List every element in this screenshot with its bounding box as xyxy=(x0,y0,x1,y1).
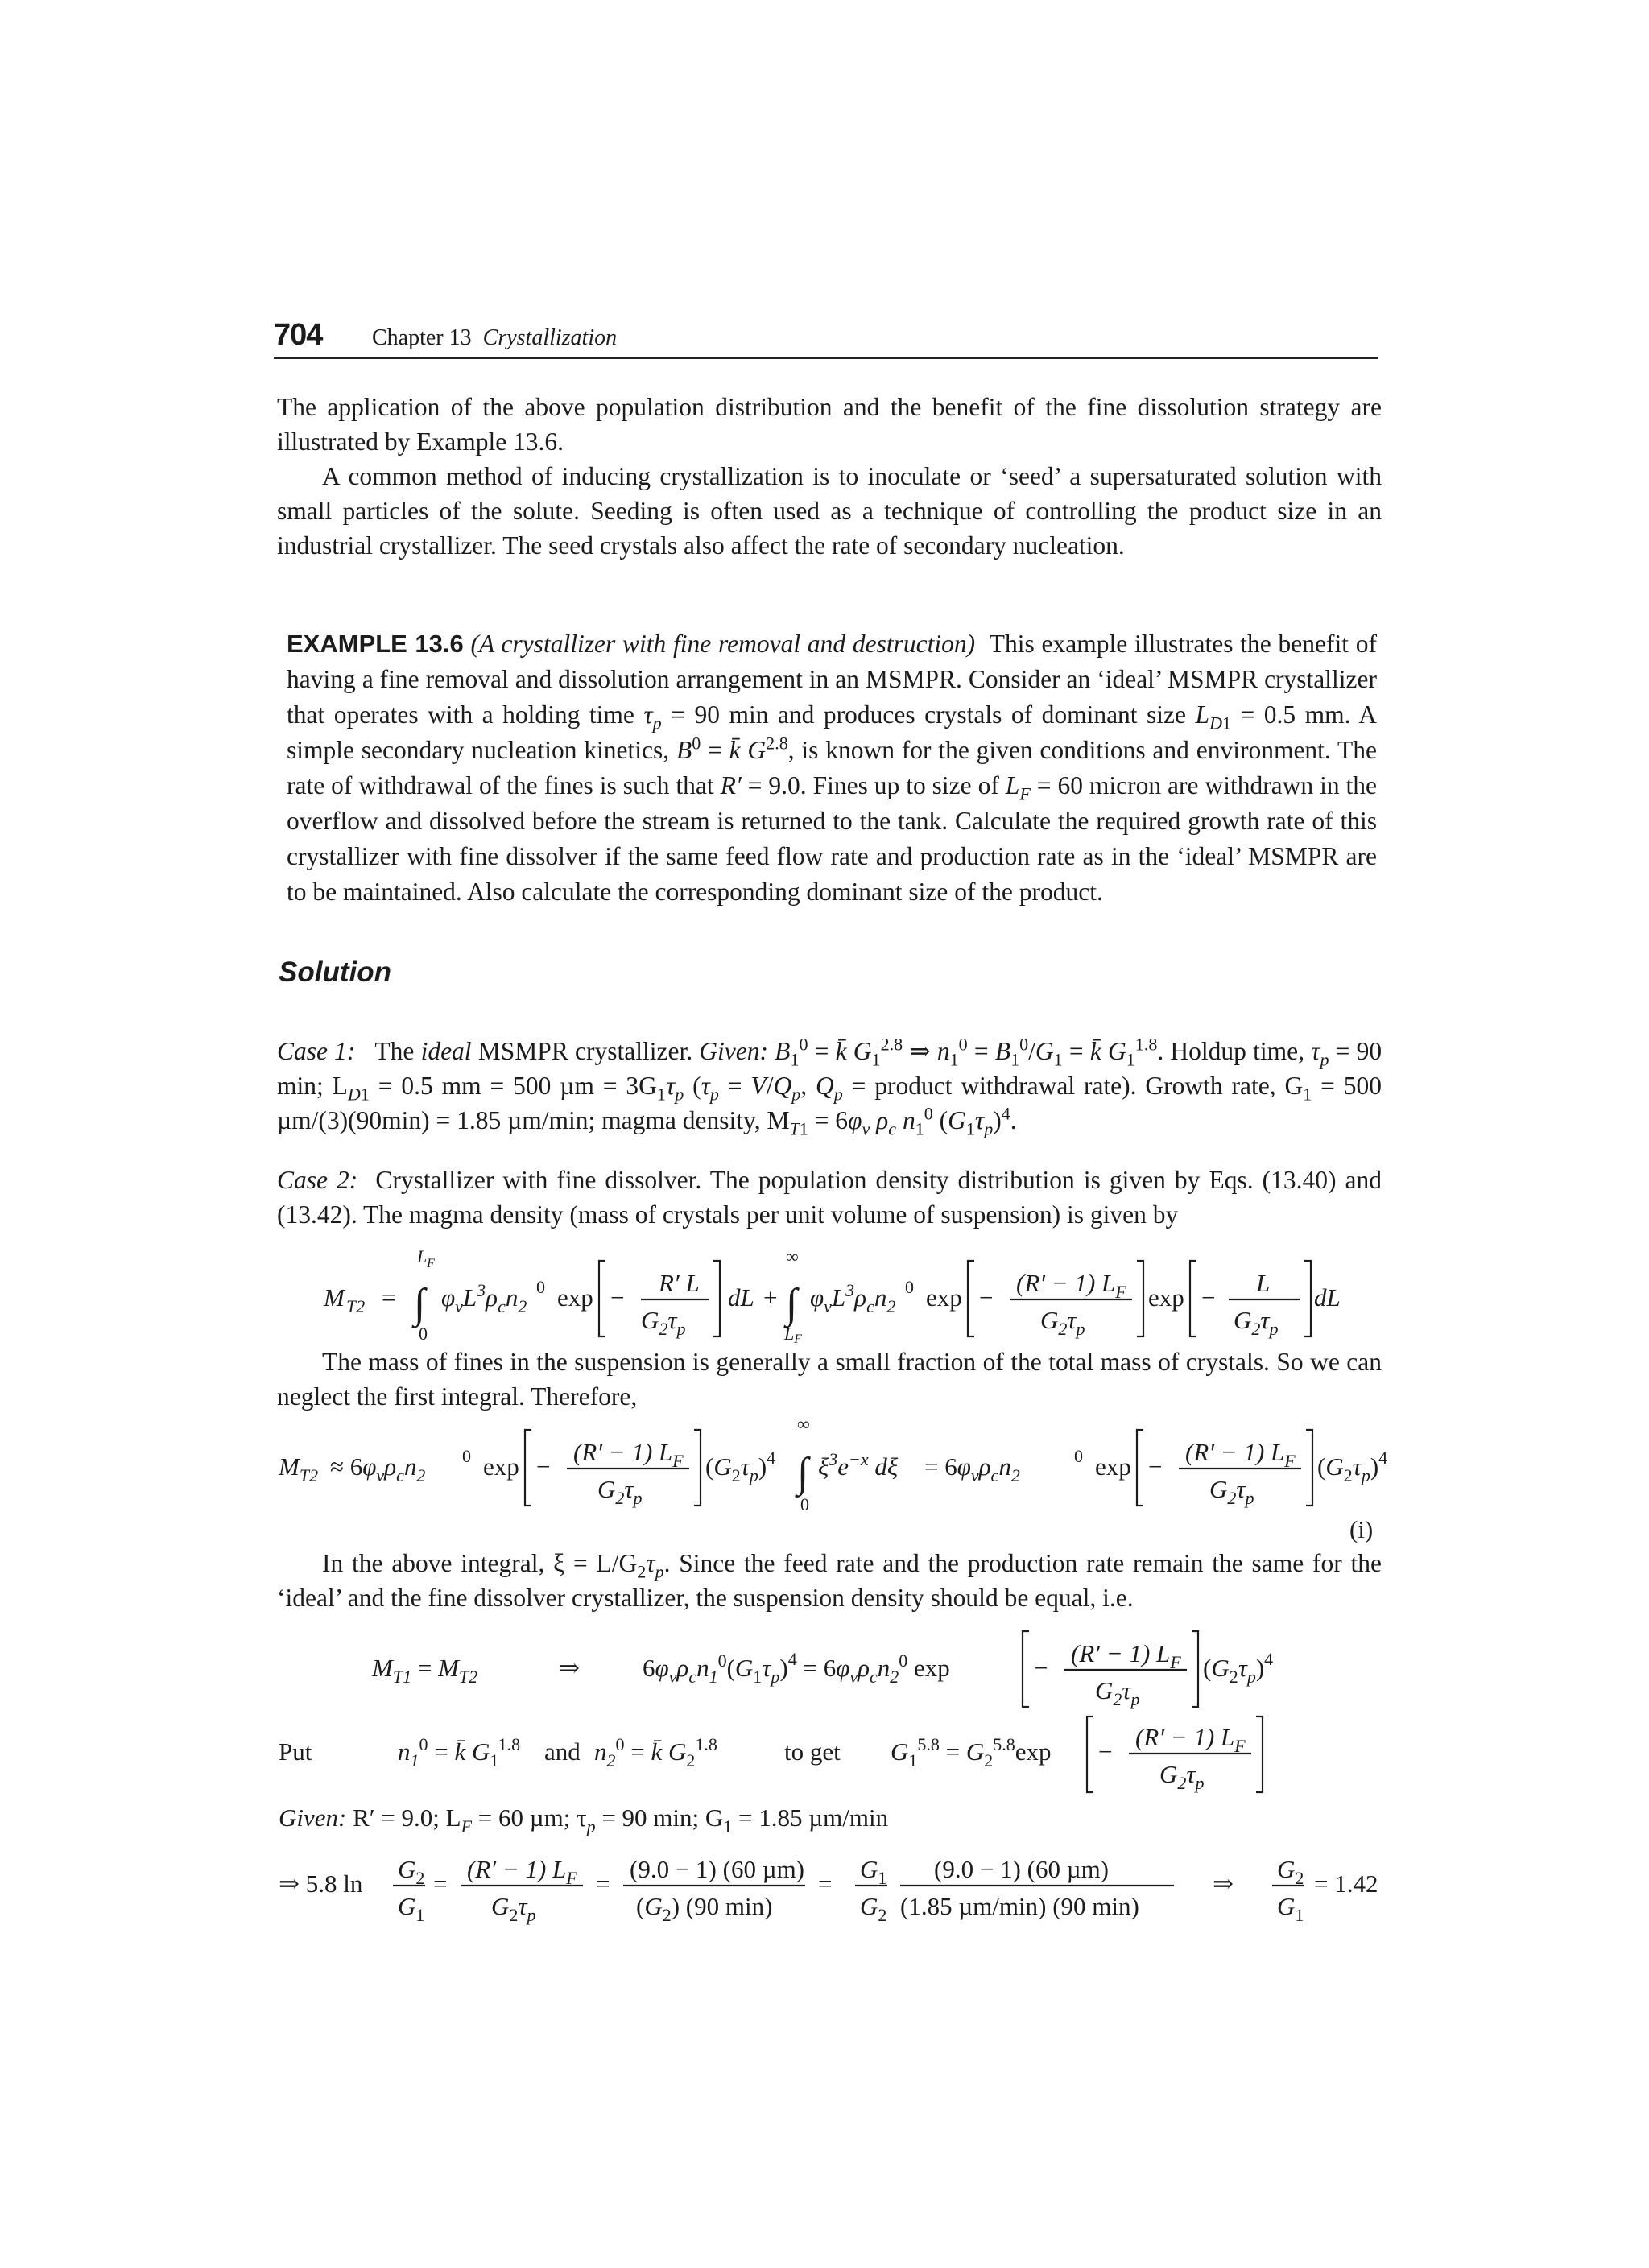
svg-text:(R′ − 1) LF: (R′ − 1) $L_F$ xyxy=(1185,1438,1296,1471)
svg-text:=: = xyxy=(433,1869,448,1898)
svg-text:G2: $G_2$ xyxy=(860,1892,887,1925)
svg-text:≈ 6φvρcn2: ≈ $6\varphi_v\rho_cn_2$ xyxy=(330,1452,426,1485)
svg-text:Given: R′ = 9.0; LF = 60 µm; τ: Given: R′ = 9.0; $L_F = 60$ µm; $\tau_p = 90$ min; $G_1 = 1.85$ µm/min xyxy=(279,1803,889,1836)
svg-text:−: − xyxy=(979,1283,994,1312)
svg-text:dL: dL xyxy=(728,1283,754,1312)
svg-text:exp: exp xyxy=(1148,1283,1184,1312)
svg-text:−: − xyxy=(1201,1283,1216,1312)
svg-text:G1: $G_1$ xyxy=(398,1892,425,1925)
svg-text:n10 = k̄ G11.8: $n_1^0$ = k̄ $G_1^{1.8}$ xyxy=(398,1734,521,1770)
svg-text:∞: ∞ xyxy=(797,1414,810,1434)
svg-text:−: − xyxy=(610,1283,625,1312)
svg-text:∫: ∫ xyxy=(786,1281,798,1327)
solution-heading: Solution xyxy=(279,956,391,988)
intro-paragraph-1: The application of the above population distribution and the benefit of the fine dissolution strategy are illustrated by Example 13.6. xyxy=(277,393,1382,456)
svg-text:=: = xyxy=(818,1869,833,1898)
svg-text:G2τp: $G_2\tau_p$ xyxy=(1209,1475,1254,1508)
svg-text:∫: ∫ xyxy=(797,1450,809,1496)
svg-text:0: 0 xyxy=(800,1494,809,1514)
svg-text:G15.8 = G25.8exp: $G_1^{5.8} = G_2^{5.8}\exp$ xyxy=(891,1734,1052,1770)
svg-text:ξ3e−x dξ: $\xi^3e^{-x}$ dξ xyxy=(818,1449,899,1481)
svg-text:φvL3ρcn2: $\varphi_vL^3\rho_cn_2$ xyxy=(441,1280,527,1316)
integral-paragraph: In the above integral, $\xi = L/G_2\tau_p$. Since the feed rate and the production rate remain the same for the ‘ideal’ and the fine dissolver crystallizer, the suspension density should be equal, i.e. xyxy=(277,1549,1382,1612)
example-13-6: EXAMPLE 13.6 (A crystallizer with fine removal and destruction) This example illustrates the benefit of having a fine removal and dissolution arrangement in an MSMPR. Consider an ‘ideal’ MSMPR crystallizer that operates with a holding time $\tau_p = 90$ min and produces crystals of dominant size $L_{D1} = 0.5$ mm. A simple secondary nucleation kinetics, $B^0$ = k̄ $G^{2.8}$, is known for the given conditions and environment. The rate of withdrawal of the fines is such that R′ = 9.0. Fines up to size of $L_F = 60$ micron are withdrawn in the overflow and dissolved before the stream is returned to the tank. Calculate the required growth rate of this crystallizer with fine dissolver if the same feed flow rate and production rate as in the ‘ideal’ MSMPR are to be maintained. Also calculate the corresponding dominant size of the product. xyxy=(287,630,1378,906)
svg-text:(G2τp)4: $(G_2\tau_p)^4$ xyxy=(705,1448,776,1485)
svg-text:G1: $G_1$ xyxy=(860,1855,887,1888)
svg-text:Put: Put xyxy=(279,1737,312,1766)
example-text-2: = 90 min and produces crystals of dominant size xyxy=(671,700,1187,729)
svg-text:G2τp: $G_2\tau_p$ xyxy=(491,1892,536,1925)
svg-text:F: F xyxy=(427,1257,435,1270)
svg-text:0: 0 xyxy=(1074,1446,1083,1466)
svg-text:0: 0 xyxy=(419,1324,428,1344)
example-subtitle: (A crystallizer with fine removal and destruction) xyxy=(470,630,976,658)
svg-text:(9.0 − 1) (60 µm): (9.0 − 1) (60 µm) xyxy=(630,1855,804,1883)
fines-paragraph: The mass of fines in the suspension is generally a small fraction of the total mass of crystals. So we can neglect the first integral. Therefore, xyxy=(277,1348,1382,1411)
final-result: = 1.42 xyxy=(1314,1869,1378,1898)
equation-label: (i) xyxy=(1349,1515,1374,1543)
svg-text:∫: ∫ xyxy=(414,1281,426,1327)
svg-text:R′ L: R′ L xyxy=(659,1269,700,1297)
svg-text:G1: $G_1$ xyxy=(1277,1892,1304,1925)
svg-text:0: 0 xyxy=(905,1277,914,1297)
svg-text:⇒: ⇒ xyxy=(559,1654,580,1682)
svg-text:dL: dL xyxy=(1314,1283,1341,1312)
svg-text:to get: to get xyxy=(784,1737,841,1766)
svg-text:G2: $G_2$ xyxy=(1277,1855,1304,1888)
equation-mt2-integral xyxy=(323,1246,1341,1346)
example-text-6: = 60 micron are withdrawn in the overflow and dissolved before the stream is returned to the tank. Calculate the required growth rate of this crystallizer with fine dissolver if the same feed flow rate and production rate as in the ‘ideal’ MSMPR are to be maintained. Also calculate the corresponding dominant size of the product. xyxy=(287,771,1378,906)
svg-text:G2τp: $G_2\tau_p$ xyxy=(597,1475,643,1508)
svg-text:G2: $G_2$ xyxy=(398,1855,425,1888)
svg-text:(1.85 µm/min) (90 min): (1.85 µm/min) (90 min) xyxy=(900,1892,1139,1920)
svg-text:−: − xyxy=(536,1452,551,1481)
svg-text:G2τp: $G_2\tau_p$ xyxy=(641,1306,686,1339)
svg-text:(G2τp)4: $(G_2\tau_p)^4$ xyxy=(1317,1448,1388,1485)
svg-text:(G2τp)4: $(G_2\tau_p)^4$ xyxy=(1203,1649,1274,1687)
svg-text:L: L xyxy=(1256,1269,1271,1297)
svg-text:M: M xyxy=(324,1283,345,1312)
svg-text:(R′ − 1) LF: (R′ − 1) $L_F$ xyxy=(1016,1269,1126,1302)
case-2: Case 2: Crystallizer with fine dissolver. The population density distribution is given by Eqs. (13.40) and (13.42). The magma density (mass of crystals per unit volume of suspension) is given by xyxy=(277,1166,1382,1229)
chapter-title: Crystallization xyxy=(482,325,618,350)
svg-text:= 6φvρcn2: = $6\varphi_v\rho_cn_2$ xyxy=(924,1452,1020,1485)
svg-text:(G2) (90 min): $(G_2)$ (90 min) xyxy=(636,1892,773,1925)
given-line xyxy=(279,1803,889,1836)
chapter-number: Chapter 13 xyxy=(372,325,472,350)
svg-text:⇒: ⇒ xyxy=(1213,1869,1234,1898)
svg-text:−: − xyxy=(1098,1737,1113,1766)
svg-text:−: − xyxy=(1034,1654,1048,1682)
svg-text:+: + xyxy=(763,1283,778,1312)
svg-text:=: = xyxy=(382,1283,396,1312)
svg-text:exp: exp xyxy=(483,1452,519,1481)
svg-text:G2τp: $G_2\tau_p$ xyxy=(1159,1760,1205,1793)
case-1-label: Case 1: xyxy=(277,1036,356,1065)
svg-text:n20 = k̄ G21.8: $n_2^0$ = k̄ $G_2^{1.8}$ xyxy=(594,1734,717,1770)
example-text-4: , is known for the given conditions and environment. The rate of withdrawal of the fines is such that xyxy=(287,736,1378,799)
svg-text:G2τp: $G_2\tau_p$ xyxy=(1095,1676,1140,1709)
svg-text:(R′ − 1) LF: (R′ − 1) $L_F$ xyxy=(467,1855,577,1888)
svg-text:L: L xyxy=(417,1246,428,1266)
equation-final xyxy=(279,1855,1378,1925)
svg-text:(R′ − 1) LF: (R′ − 1) $L_F$ xyxy=(1135,1723,1246,1756)
svg-text:0: 0 xyxy=(462,1446,471,1466)
svg-text:(9.0 − 1) (60 µm): (9.0 − 1) (60 µm) xyxy=(934,1855,1109,1883)
equation-mt2-approx xyxy=(278,1414,1387,1543)
svg-text:∞: ∞ xyxy=(786,1246,799,1266)
case-2-label: Case 2: xyxy=(277,1166,358,1194)
svg-text:⇒ 5.8 ln: ⇒ 5.8 ln xyxy=(279,1869,363,1898)
svg-text:(R′ − 1) LF: (R′ − 1) $L_F$ xyxy=(573,1438,684,1471)
svg-text:MT1 = MT2: $M_{T1} = M_{T2}$ xyxy=(372,1654,478,1687)
equation-put xyxy=(279,1716,1263,1793)
page-number: 704 xyxy=(274,318,323,352)
svg-text:φvL3ρcn2: $\varphi_vL^3\rho_cn_2$ xyxy=(810,1280,896,1316)
svg-text:6φvρcn10(G1τp)4 = 6φvρcn20 exp: $6\varphi_v\rho_cn_1^0(G_1\tau_p)^4 = 6\varphi_v\rho_cn_2^0$ exp xyxy=(643,1649,950,1687)
svg-text:exp: exp xyxy=(1095,1452,1131,1481)
example-label: EXAMPLE 13.6 xyxy=(287,630,464,658)
svg-text:exp: exp xyxy=(926,1283,962,1312)
intro-paragraph-2: A common method of inducing crystallization is to inoculate or ‘seed’ a supersaturated solution with small particles of the solute. Seeding is often used as a technique of controlling the product size in an industrial crystallizer. The seed crystals also affect the rate of secondary nucleation. xyxy=(277,462,1382,560)
svg-text:MT2: $M_{T2}$ xyxy=(279,1452,319,1485)
svg-text:(R′ − 1) LF: (R′ − 1) $L_F$ xyxy=(1071,1639,1181,1672)
svg-text:and: and xyxy=(544,1737,581,1766)
svg-text:=: = xyxy=(596,1869,610,1898)
example-text-3: = 0.5 mm. A simple secondary nucleation kinetics, xyxy=(287,700,1378,764)
equation-mt1-equals-mt2 xyxy=(371,1631,1273,1709)
svg-text:0: 0 xyxy=(536,1277,545,1297)
example-text-5: = 9.0. Fines up to size of xyxy=(747,771,999,799)
svg-text:G2τp: $G_2\tau_p$ xyxy=(1234,1306,1279,1339)
example-text-1: This example illustrates the benefit of having a fine removal and dissolution arrangement in an MSMPR. Consider an ‘ideal’ MSMPR crystallizer that operates with a holding time xyxy=(287,630,1378,729)
svg-text:−: − xyxy=(1148,1452,1163,1481)
svg-text:G2τp: $G_2\tau_p$ xyxy=(1040,1306,1085,1339)
svg-text:exp: exp xyxy=(557,1283,593,1312)
svg-text:LF: LF xyxy=(784,1324,803,1346)
case-1: Case 1: The ideal MSMPR crystallizer. Given: $B_1^0$ = k̄ $G_1^{2.8}$ ⇒ $n_1^0 = B_1^0/G_1$ = k̄ $G_1^{1.8}$. Holdup time, $\tau_p = 90$ min; $L_{D1} = 0.5$ mm = 500 $\mu m = 3G_1\tau_p$ ($\tau_p = V/Q_p$, $Q_p$ = product withdrawal rate). Growth rate, $G_1 = 500$ µm/(3)(90min) = 1.85 µm/min; magma density, $M_{T1} = 6\varphi_v$ $\rho_c$ $n_1^0$ $(G_1\tau_p)^4$. xyxy=(277,1034,1382,1138)
svg-text:T2: T2 xyxy=(346,1296,366,1316)
